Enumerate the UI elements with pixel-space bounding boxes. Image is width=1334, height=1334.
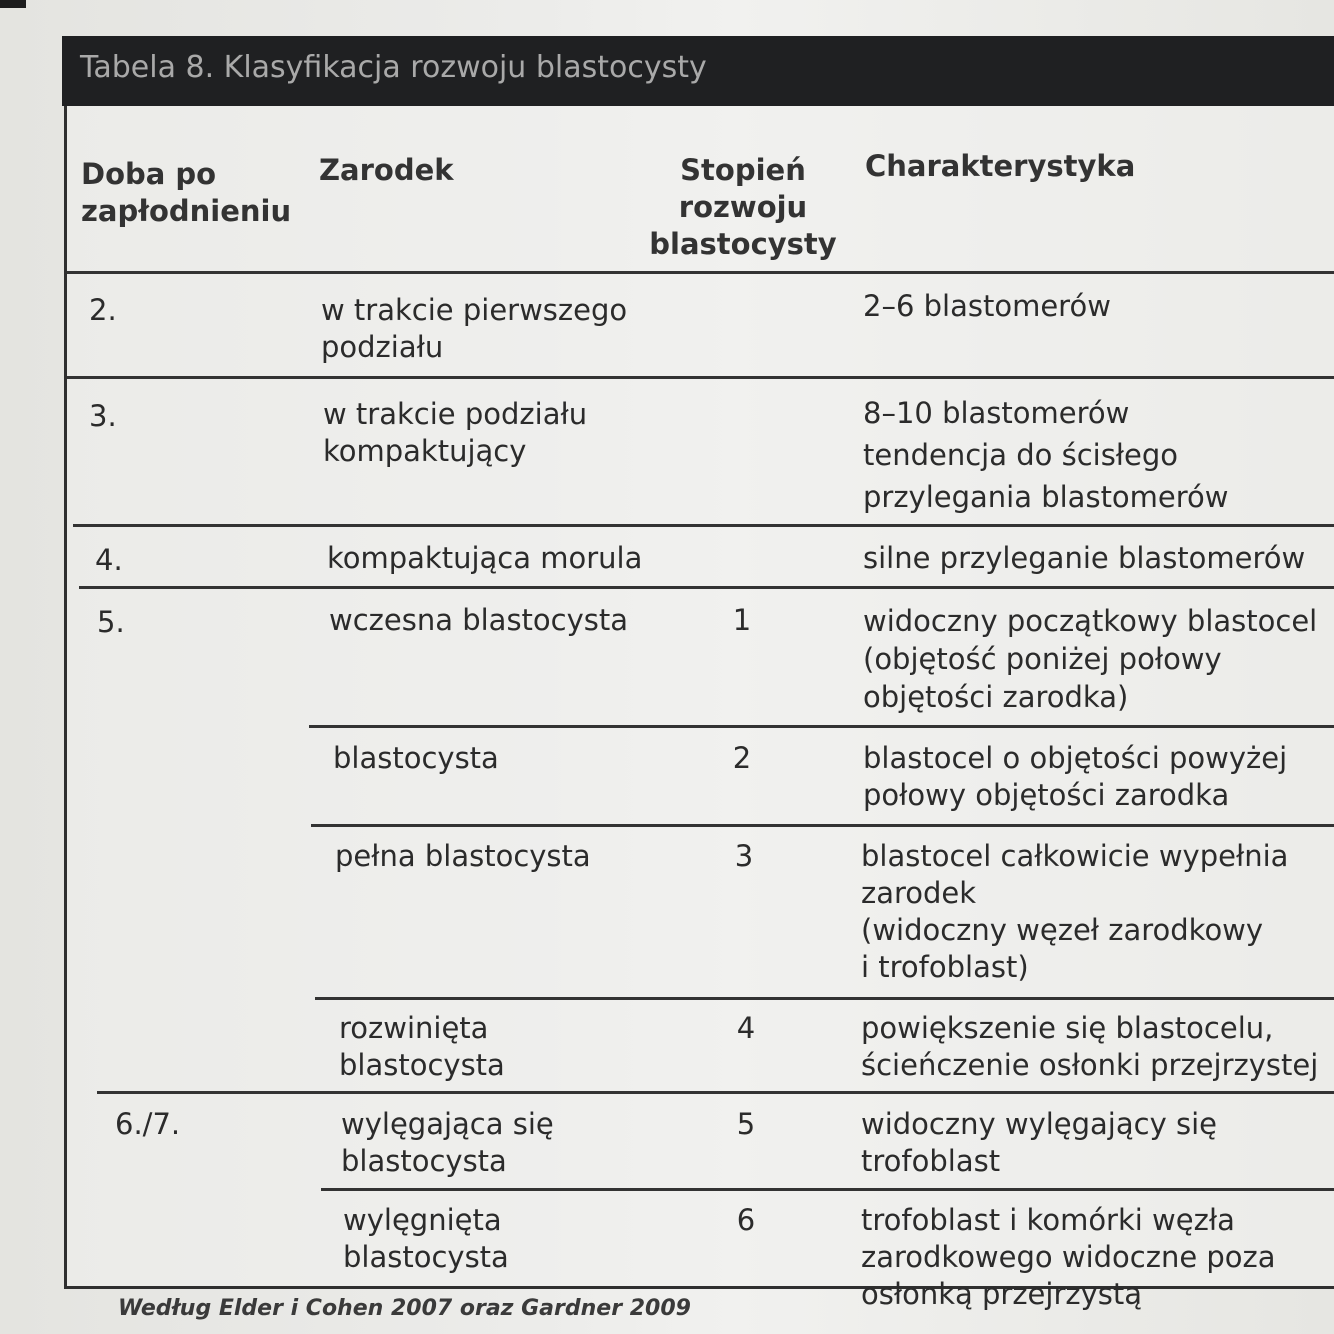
row-characteristics-line: blastocel o objętości powyżej [863,741,1288,775]
row-characteristics-line: ścieńczenie osłonki przejrzystej [861,1048,1319,1082]
row-characteristics-line: zarodek [861,876,977,910]
row-stage: 4 [736,1011,756,1045]
row-characteristics-line: przylegania blastomerów [863,480,1229,514]
row-stage: 1 [732,603,752,637]
row-characteristics-line: tendencja do ścisłego [863,438,1179,472]
row-stage: 2 [732,741,752,775]
row-embryo-line: w trakcie podziału [323,397,588,431]
row-characteristics [861,1202,1276,1313]
row-embryo [321,292,627,366]
subrow-rule [311,824,1334,827]
header-day-line: Doba po [81,157,217,191]
row-day: 2. [89,293,117,327]
row-characteristics-line: (widoczny węzeł zarodkowy [861,913,1264,947]
row-stage: 3 [734,839,754,873]
header-characteristics: Charakterystyka [865,149,1136,183]
row-characteristics [861,1010,1318,1084]
table-title: Tabela 8. Klasyfikacja rozwoju blastocysty [80,50,707,85]
row-characteristics-line: 8–10 blastomerów [863,396,1130,430]
row-embryo [323,396,587,470]
row-characteristics-line: powiększenie się blastocelu, [861,1011,1274,1045]
row-characteristics [863,740,1287,814]
table-footnote: Według Elder i Cohen 2007 oraz Gardner 2009 [118,1296,691,1321]
row-stage: 5 [736,1107,756,1141]
row-rule [79,586,1334,589]
row-rule [97,1091,1334,1094]
row-embryo-line: blastocysta [339,1048,505,1082]
row-characteristics-line: trofoblast [861,1144,1001,1178]
row-embryo [341,1106,554,1180]
row-embryo-line: wylęgnięta [343,1203,502,1237]
row-embryo-line: wylęgająca się [341,1107,554,1141]
row-characteristics-line: zarodkowego widoczne poza [861,1240,1276,1274]
row-characteristics-line: blastocel całkowicie wypełnia [861,839,1289,873]
header-stage-line: blastocysty [649,227,837,261]
row-embryo [339,1010,505,1084]
subrow-rule [309,725,1334,728]
row-embryo [329,602,628,639]
header-day [81,156,291,230]
row-characteristics-line: (objętość poniżej połowy [863,642,1222,676]
subrow-rule [321,1188,1334,1191]
row-characteristics [863,540,1305,577]
header-stage [637,152,849,263]
row-day: 4. [95,543,123,577]
row-embryo [327,540,642,577]
row-embryo-line: kompaktujący [323,434,527,468]
corner-shadow [0,0,26,8]
row-embryo-line: kompaktująca morula [327,541,643,575]
row-characteristics [863,602,1317,716]
row-embryo [333,740,499,777]
row-characteristics [861,1106,1217,1180]
row-characteristics [863,392,1229,518]
row-stage: 6 [736,1203,756,1237]
header-stage-line: rozwoju [678,190,808,224]
row-characteristics-line: widoczny wylęgający się [861,1107,1217,1141]
row-embryo-line: wczesna blastocysta [329,603,629,637]
row-embryo [335,838,591,875]
header-stage-line: Stopień [680,153,806,187]
table-title-bar [62,36,1334,106]
row-rule [67,376,1334,379]
row-day: 6./7. [115,1107,181,1141]
row-embryo-line: rozwinięta [339,1011,489,1045]
row-characteristics-line: trofoblast i komórki węzła [861,1203,1235,1237]
row-characteristics-line: osłonką przejrzystą [861,1277,1143,1311]
row-characteristics-line: widoczny początkowy blastocel [863,604,1318,638]
row-characteristics-line: i trofoblast) [861,950,1029,984]
row-embryo-line: w trakcie pierwszego [321,293,628,327]
header-rule [67,271,1334,274]
row-day: 3. [89,399,117,433]
row-embryo-line: pełna blastocysta [335,839,591,873]
row-characteristics [863,288,1111,325]
row-characteristics-line: połowy objętości zarodka [863,778,1230,812]
row-characteristics-line: 2–6 blastomerów [863,289,1111,323]
header-day-line: zapłodnieniu [81,194,292,228]
header-embryo: Zarodek [319,153,454,187]
row-embryo-line: blastocysta [333,741,499,775]
row-embryo-line: blastocysta [343,1240,509,1274]
row-rule [73,524,1334,527]
row-embryo [343,1202,509,1276]
row-day: 5. [97,605,125,639]
row-embryo-line: podziału [321,330,444,364]
row-characteristics-line: objętości zarodka) [863,680,1129,714]
row-embryo-line: blastocysta [341,1144,507,1178]
row-characteristics-line: silne przyleganie blastomerów [863,541,1306,575]
row-characteristics [861,838,1288,986]
subrow-rule [315,997,1334,1000]
